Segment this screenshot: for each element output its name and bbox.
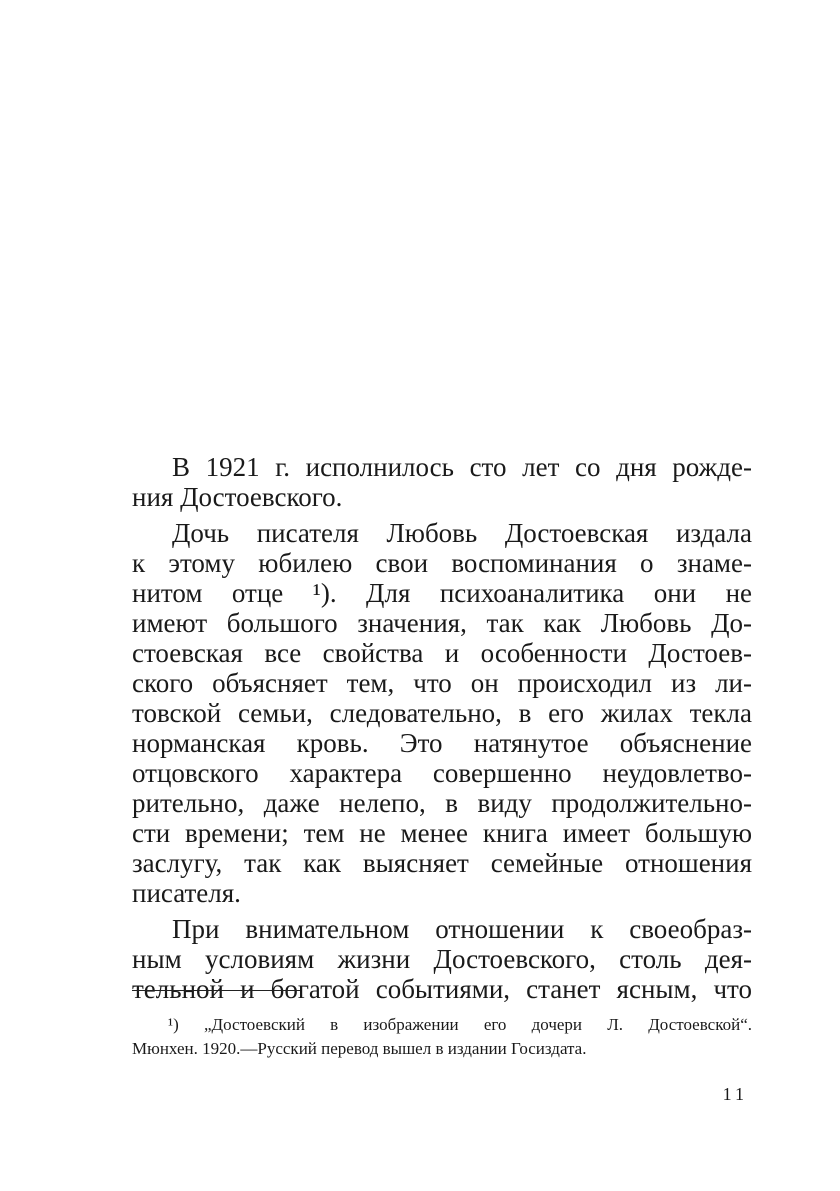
text-line: к этому юбилею свои воспоминания о знаме- xyxy=(132,548,752,578)
footnote-line: ¹) „Достоевский в изображении его дочери Л. Достоевской“. xyxy=(168,1015,752,1034)
text-line: товской семьи, следовательно, в его жилах текла xyxy=(132,698,752,728)
text-line: нитом отце ¹). Для психоаналитика они не xyxy=(132,578,752,608)
text-line: ского объясняет тем, что он происходил из ли- xyxy=(132,668,752,698)
text-line: ным условиям жизни Достоевского, столь дея- xyxy=(132,944,752,974)
text-line: отцовского характера совершенно неудовлетво- xyxy=(132,758,752,788)
text-line: тельной и богатой событиями, станет ясным, что xyxy=(132,974,752,1004)
text-line: При внимательном отношении к своеобраз- xyxy=(172,914,752,944)
text-line: норманская кровь. Это натянутое объяснение xyxy=(132,728,752,758)
text-line: ния Достоевского. xyxy=(132,482,343,512)
footnote-divider xyxy=(132,990,300,991)
text-line: стоевская все свойства и особенности Достоев- xyxy=(132,638,752,668)
text-line: писателя. xyxy=(132,878,241,908)
text-line: имеют большого значения, так как Любовь До- xyxy=(132,608,752,638)
text-line: В 1921 г. исполнилось сто лет со дня рожде- xyxy=(172,452,752,482)
page-number: 11 xyxy=(722,1084,748,1104)
text-line: заслугу, так как выясняет семейные отношения xyxy=(132,848,752,878)
footnote-line: Мюнхен. 1920.—Русский перевод вышел в издании Госиздата. xyxy=(132,1039,587,1058)
main-text xyxy=(132,452,752,1004)
text-line: рительно, даже нелепо, в виду продолжительно- xyxy=(132,788,752,818)
footnote xyxy=(132,1013,752,1061)
text-line: сти времени; тем не менее книга имеет большую xyxy=(132,818,752,848)
text-line: Дочь писателя Любовь Достоевская издала xyxy=(172,518,752,548)
